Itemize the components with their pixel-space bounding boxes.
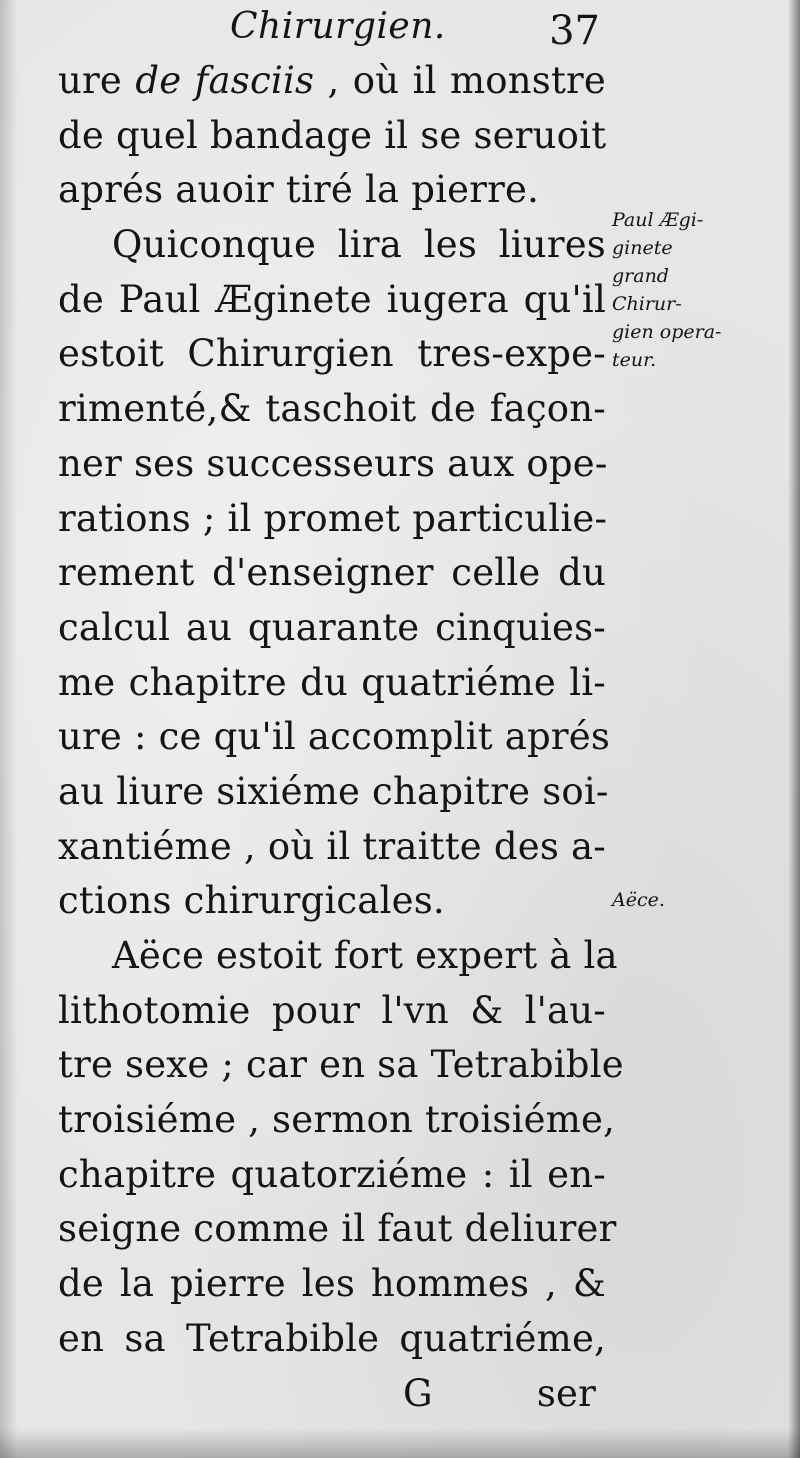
text-line: rement d'enseigner celle du (58, 551, 606, 595)
text-line: rimenté,& taschoit de façon- (58, 387, 606, 431)
latin-title: de fasciis (135, 59, 315, 102)
text-line: xantiéme , où il traitte des a- (58, 824, 606, 868)
text-line: ner ses successeurs aux ope- (58, 441, 608, 485)
text-line: rations ; il promet particulie- (58, 496, 608, 540)
paragraph-start-line: Aëce estoit fort expert à la (112, 934, 618, 977)
text-line: tre sexe ; car en sa Tetrabible (58, 1043, 624, 1087)
text-line: au liure sixiéme chapitre soi- (58, 769, 609, 813)
text-line: ure de fasciis , où il monstre (58, 59, 606, 102)
text-line: calcul au quarante cinquies- (58, 605, 606, 649)
text-line: en sa Tetrabible quatriéme, (58, 1316, 606, 1360)
text-line: ctions chirurgicales. (58, 879, 445, 923)
text-line: chapitre quatorziéme : il en- (58, 1152, 606, 1196)
text-line: de Paul Æginete iugera qu'il (58, 277, 606, 321)
text-line: de la pierre les hommes , & (58, 1262, 606, 1306)
signature-mark: G (403, 1371, 433, 1415)
text-line: me chapitre du quatriéme li- (58, 660, 606, 704)
margin-note-aece: Aëce. (612, 889, 665, 911)
running-head: Chirurgien. (230, 6, 446, 47)
catchword: ser (536, 1371, 596, 1415)
text-line: lithotomie pour l'vn & l'au- (58, 988, 606, 1032)
footer-line (58, 1367, 606, 1422)
page-number: 37 (549, 8, 600, 54)
text-line: de quel bandage il se seruoit (58, 113, 607, 157)
text-line: estoit Chirurgien tres-expe- (58, 332, 606, 376)
margin-note-paul-aeginete: Paul Ægi- ginete grand Chirur- gien opera- teur. (612, 209, 722, 371)
paragraph-start-line: Quiconque lira les liures (112, 223, 606, 267)
page-bottom-shadow (0, 1428, 800, 1458)
text-line: aprés auoir tiré la pierre. (58, 168, 540, 212)
text-line: troisiéme , sermon troisiéme, (58, 1098, 616, 1142)
text-line: seigne comme il faut deliurer (58, 1207, 617, 1251)
text-line: ure : ce qu'il accomplit aprés (58, 715, 611, 759)
page-header (60, 6, 600, 54)
body-text (58, 54, 624, 1421)
